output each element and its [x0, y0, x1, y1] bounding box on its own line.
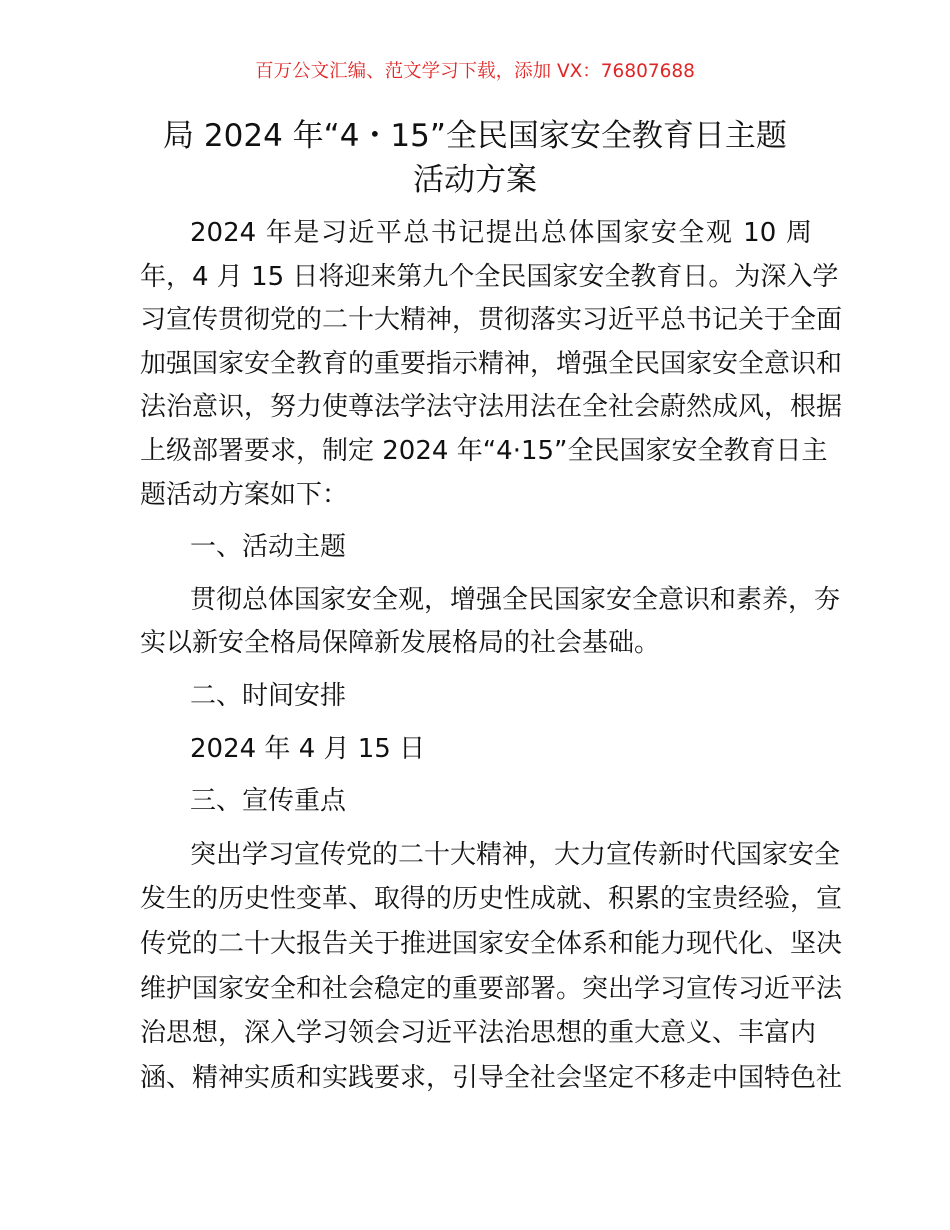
text-line: 年，4 月 15 日将迎来第九个全民国家安全教育日。为深入学 — [140, 261, 839, 292]
text-line: 发生的历史性变革、取得的历史性成就、积累的宝贵经验，宣 — [140, 884, 843, 915]
text-line: 二、时间安排 — [190, 680, 347, 711]
text-line: 突出学习宣传党的二十大精神，大力宣传新时代国家安全 — [190, 839, 841, 870]
paragraph — [140, 833, 843, 1101]
text-line: 法治意识，努力使尊法学法守法用法在全社会蔚然成风，根据 — [140, 392, 843, 423]
document-title — [0, 114, 950, 202]
text-line: 上级部署要求，制定 2024 年“4·15”全民国家安全教育日主 — [140, 435, 828, 466]
text-line: 维护国家安全和社会稳定的重要部署。突出学习宣传习近平法 — [140, 973, 843, 1004]
section-heading — [140, 728, 812, 772]
text-line: 2024 年是习近平总书记提出总体国家安全观 10 周 — [190, 218, 812, 248]
text-line: 习宣传贯彻党的二十大精神，贯彻落实习近平总书记关于全面 — [140, 305, 843, 336]
text-line: 贯彻总体国家安全观，增强全民国家安全意识和素养，夯 — [190, 584, 841, 615]
text-line: 传党的二十大报告关于推进国家安全体系和能力现代化、坚决 — [140, 928, 843, 959]
title-line-1: 局 2024 年“4・15”全民国家安全教育日主题 — [163, 118, 787, 154]
text-line: 涵、精神实质和实践要求，引导全社会坚定不移走中国特色社 — [140, 1062, 843, 1093]
section-heading — [140, 526, 812, 570]
text-line: 一、活动主题 — [190, 532, 347, 563]
paragraph — [140, 579, 841, 666]
paragraph — [140, 212, 843, 517]
title-line-2: 活动方案 — [413, 162, 537, 198]
text-line: 2024 年 4 月 15 日 — [190, 733, 426, 764]
text-line: 加强国家安全教育的重要指示精神，增强全民国家安全意识和 — [140, 348, 843, 379]
text-line: 三、宣传重点 — [190, 786, 347, 817]
watermark-header: 百万公文汇编、范文学习下载，添加 VX：76807688 — [255, 61, 695, 82]
section-heading — [140, 780, 812, 824]
text-line: 治思想，深入学习领会习近平法治思想的重大意义、丰富内 — [140, 1018, 817, 1049]
text-line: 题活动方案如下： — [140, 479, 349, 510]
document-body — [140, 212, 843, 1100]
text-line: 实以新安全格局保障新发展格局的社会基础。 — [140, 628, 661, 659]
section-heading — [140, 675, 812, 719]
